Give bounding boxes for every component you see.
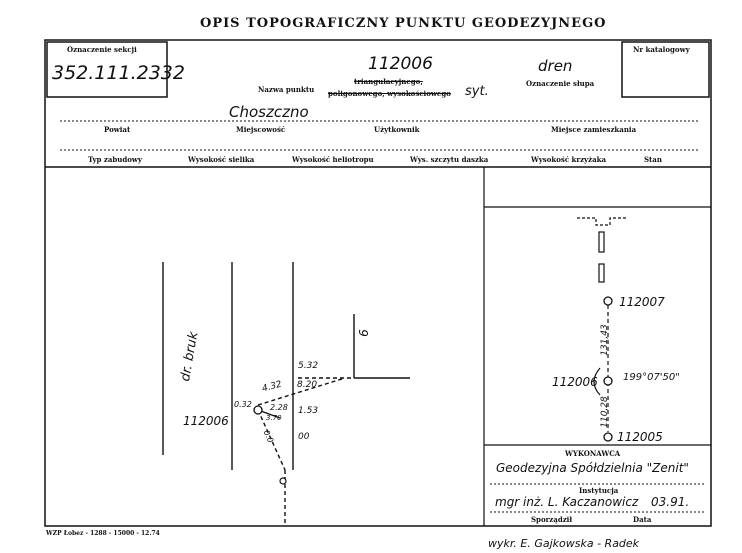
point-type-line1: triangulacyjnego,	[354, 77, 423, 86]
measure-0-32: 0.32	[234, 400, 252, 409]
author-value: mgr inż. L. Kaczanowicz	[495, 495, 639, 509]
point-marker-112007	[604, 297, 612, 305]
label-roof-height: Wys. szczytu daszka	[410, 155, 489, 164]
point-marker-112005	[604, 433, 612, 441]
point-marker-sketch-2	[280, 478, 286, 484]
point-marker-sketch	[254, 406, 262, 414]
angle-dist-upper: 131,43	[599, 324, 610, 356]
point-type-line2: poligonowego, wysokościowego	[328, 89, 451, 98]
angle-value: 199°07'50"	[623, 372, 680, 383]
sketch-point-label: 112006	[183, 414, 229, 428]
section-value: 352.111.2332	[52, 62, 185, 84]
signature: wykr. E. Gajkowska - Radek	[488, 537, 640, 550]
measure-0-0: 0.0	[261, 428, 276, 445]
author-label: Sporządził	[531, 515, 573, 524]
angle-point-top: 112007	[619, 295, 665, 309]
label-state: Stan	[644, 155, 662, 164]
print-note: WZP Łobez - 1288 - 15000 - 12.74	[46, 530, 160, 537]
post-label: Oznaczenie słupa	[526, 79, 595, 88]
date-label: Data	[633, 515, 652, 524]
building-label: 6	[356, 329, 371, 337]
measure-00: 00	[298, 432, 310, 442]
angle-dist-lower: 110,28	[599, 396, 610, 428]
locality-value: Choszczno	[229, 103, 309, 121]
point-number: 112006	[368, 54, 433, 74]
label-heliotrope-height: Wysokość heliotropu	[292, 155, 374, 164]
label-sielik-height: Wysokość sielika	[188, 155, 255, 164]
label-locality: Miejscowość	[236, 125, 286, 134]
sketch-drawing	[163, 262, 410, 525]
document-title: OPIS TOPOGRAFICZNY PUNKTU GEODEZYJNEGO	[200, 16, 607, 31]
measure-2-28: 2.28	[270, 403, 288, 412]
angle-point-bottom: 112005	[617, 430, 663, 444]
contractor-label: WYKONAWCA	[565, 449, 621, 458]
label-residence: Miejsce zamieszkania	[551, 125, 637, 134]
measure-3-70: 3.70	[266, 414, 282, 422]
label-user: Użytkownik	[374, 125, 420, 134]
label-cross-height: Wysokość krzyżaka	[531, 155, 607, 164]
contractor-value: Geodezyjna Spółdzielnia "Zenit"	[496, 461, 689, 475]
section-label: Oznaczenie sekcji	[67, 45, 137, 54]
institution-label: Instytucja	[579, 486, 619, 495]
road-label: dr. bruk	[178, 330, 202, 383]
post-value: dren	[538, 57, 573, 75]
point-type-suffix: syt.	[465, 84, 489, 99]
measure-1-53: 1.53	[298, 406, 319, 416]
point-name-label: Nazwa punktu	[258, 85, 315, 94]
measure-5-32: 5.32	[298, 361, 319, 371]
label-building-type: Typ zabudowy	[88, 155, 142, 164]
angle-point-mid: 112006	[552, 375, 598, 389]
measure-8-20: 8.20	[297, 380, 318, 390]
point-marker-112006	[604, 377, 612, 385]
label-powiat: Powiat	[104, 125, 131, 134]
catalog-label: Nr katalogowy	[633, 45, 690, 54]
date-value: 03.91.	[651, 495, 690, 509]
measure-4-32: 4.32	[261, 379, 283, 395]
